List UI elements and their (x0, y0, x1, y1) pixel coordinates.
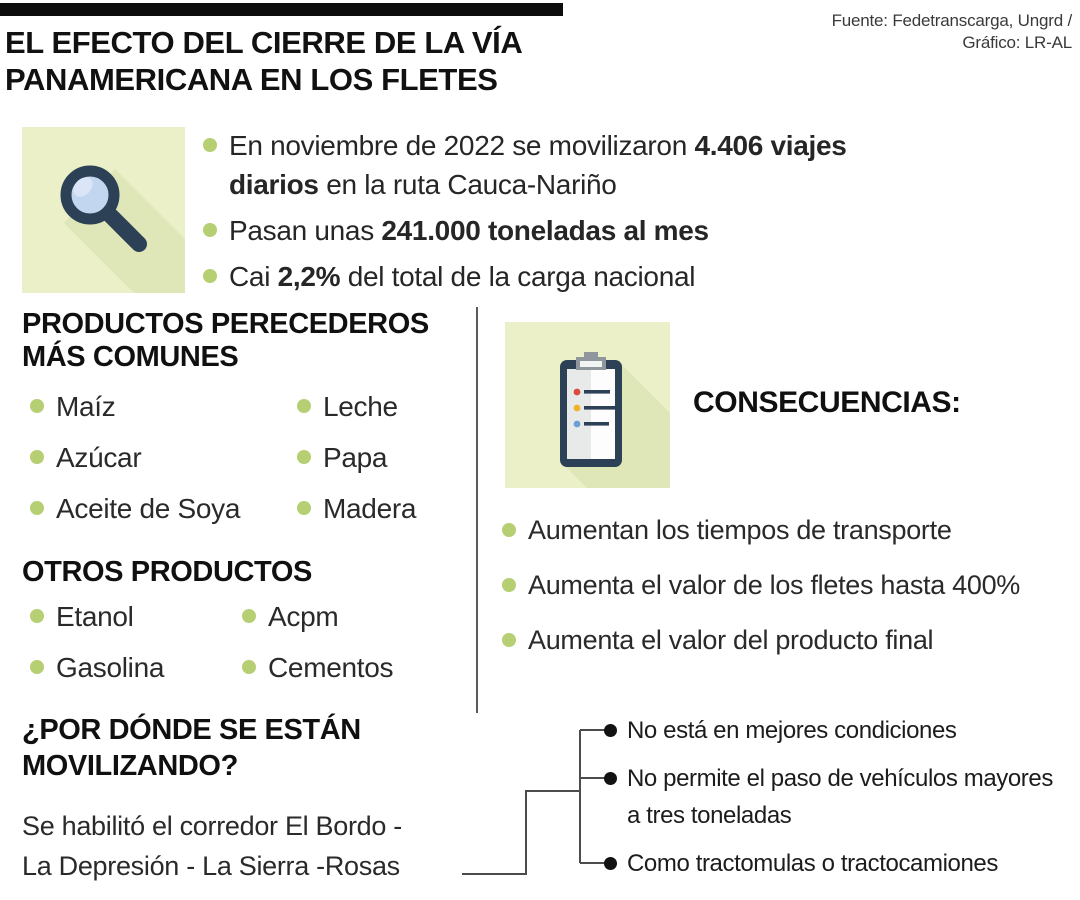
clipboard-icon (505, 322, 670, 488)
product-item (297, 439, 467, 477)
black-bullet-icon (604, 724, 617, 737)
green-bullet-icon (30, 399, 44, 413)
route-note-text: No permite el paso de vehículos mayores a tres toneladas (627, 765, 1053, 829)
intro-bullet-text: Pasan unas 241.000 toneladas al mes (229, 215, 709, 246)
route-heading-line2: MOVILIZANDO? (22, 750, 238, 782)
consequences-list (502, 510, 1080, 675)
product-item (30, 388, 290, 426)
consequence-item (502, 510, 1080, 550)
consequence-text: Aumentan los tiempos de transporte (528, 515, 952, 545)
source-line1: Fuente: Fedetranscarga, Ungrd / (831, 11, 1072, 30)
route-note-item (604, 760, 1076, 834)
green-bullet-icon (297, 450, 311, 464)
route-note-item (604, 845, 1076, 882)
black-bullet-icon (604, 772, 617, 785)
perishables-column-1 (30, 388, 290, 541)
intro-bullet-item (203, 211, 903, 250)
product-item (297, 490, 467, 528)
product-label: Etanol (56, 601, 134, 632)
product-label: Acpm (268, 601, 339, 632)
green-bullet-icon (242, 609, 256, 623)
black-bullet-icon (604, 857, 617, 870)
green-bullet-icon (203, 269, 217, 283)
product-item (242, 649, 462, 687)
route-notes-list (604, 712, 1076, 893)
others-column-2 (242, 598, 462, 700)
product-label: Gasolina (56, 652, 165, 683)
perishables-heading-line1: PRODUCTOS PERECEDEROS (22, 308, 429, 340)
title-line2: PANAMERICANA EN LOS FLETES (5, 62, 498, 97)
route-heading-line1: ¿POR DÓNDE SE ESTÁN (22, 714, 361, 746)
clipboard-icon-svg (505, 322, 670, 488)
consequence-item (502, 620, 1080, 660)
route-heading (22, 712, 361, 784)
route-note-text: Como tractomulas o tractocamiones (627, 850, 998, 877)
consequence-text: Aumenta el valor del producto final (528, 625, 934, 655)
route-text-line2: La Depresión - La Sierra -Rosas (22, 851, 400, 881)
product-item (30, 649, 230, 687)
consequence-item (502, 565, 1080, 605)
intro-bullet-item (203, 257, 903, 296)
product-item (30, 598, 230, 636)
product-item (297, 388, 467, 426)
intro-bullet-text: Cai 2,2% del total de la carga nacional (229, 261, 696, 292)
others-heading: OTROS PRODUCTOS (22, 556, 312, 588)
magnifier-icon (22, 127, 185, 293)
green-bullet-icon (502, 633, 516, 647)
route-note-text: No está en mejores condiciones (627, 717, 957, 744)
magnifier-icon-svg (22, 127, 185, 293)
intro-bullet-text: En noviembre de 2022 se movilizaron 4.406 viajes diarios en la ruta Cauca-Nariño (229, 130, 847, 200)
route-text (22, 806, 402, 886)
product-label: Cementos (268, 652, 394, 683)
product-label: Papa (323, 442, 388, 473)
title-line1: EL EFECTO DEL CIERRE DE LA VÍA (5, 25, 523, 60)
green-bullet-icon (30, 450, 44, 464)
source-line2: Gráfico: LR-AL (962, 33, 1072, 52)
intro-bullet-item (203, 126, 903, 204)
route-note-item (604, 712, 1076, 749)
product-item (30, 439, 290, 477)
consequences-heading: CONSECUENCIAS: (693, 386, 961, 419)
product-label: Maíz (56, 391, 116, 422)
top-black-bar (0, 3, 563, 16)
product-label: Madera (323, 493, 417, 524)
green-bullet-icon (203, 223, 217, 237)
green-bullet-icon (30, 609, 44, 623)
perishables-column-2 (297, 388, 467, 541)
product-label: Leche (323, 391, 398, 422)
page-title (5, 24, 522, 98)
product-item (30, 490, 290, 528)
route-text-line1: Se habilitó el corredor El Bordo - (22, 811, 402, 841)
green-bullet-icon (30, 501, 44, 515)
consequence-text: Aumenta el valor de los fletes hasta 400% (528, 570, 1020, 600)
vertical-divider (476, 307, 478, 713)
product-label: Aceite de Soya (56, 493, 241, 524)
green-bullet-icon (242, 660, 256, 674)
green-bullet-icon (203, 138, 217, 152)
green-bullet-icon (297, 501, 311, 515)
intro-bullet-list (203, 126, 903, 303)
green-bullet-icon (502, 523, 516, 537)
product-label: Azúcar (56, 442, 142, 473)
green-bullet-icon (30, 660, 44, 674)
green-bullet-icon (502, 578, 516, 592)
source-credit (832, 10, 1072, 54)
perishables-heading (22, 308, 429, 374)
product-item (242, 598, 462, 636)
green-bullet-icon (297, 399, 311, 413)
perishables-heading-line2: MÁS COMUNES (22, 341, 239, 373)
others-column-1 (30, 598, 230, 700)
